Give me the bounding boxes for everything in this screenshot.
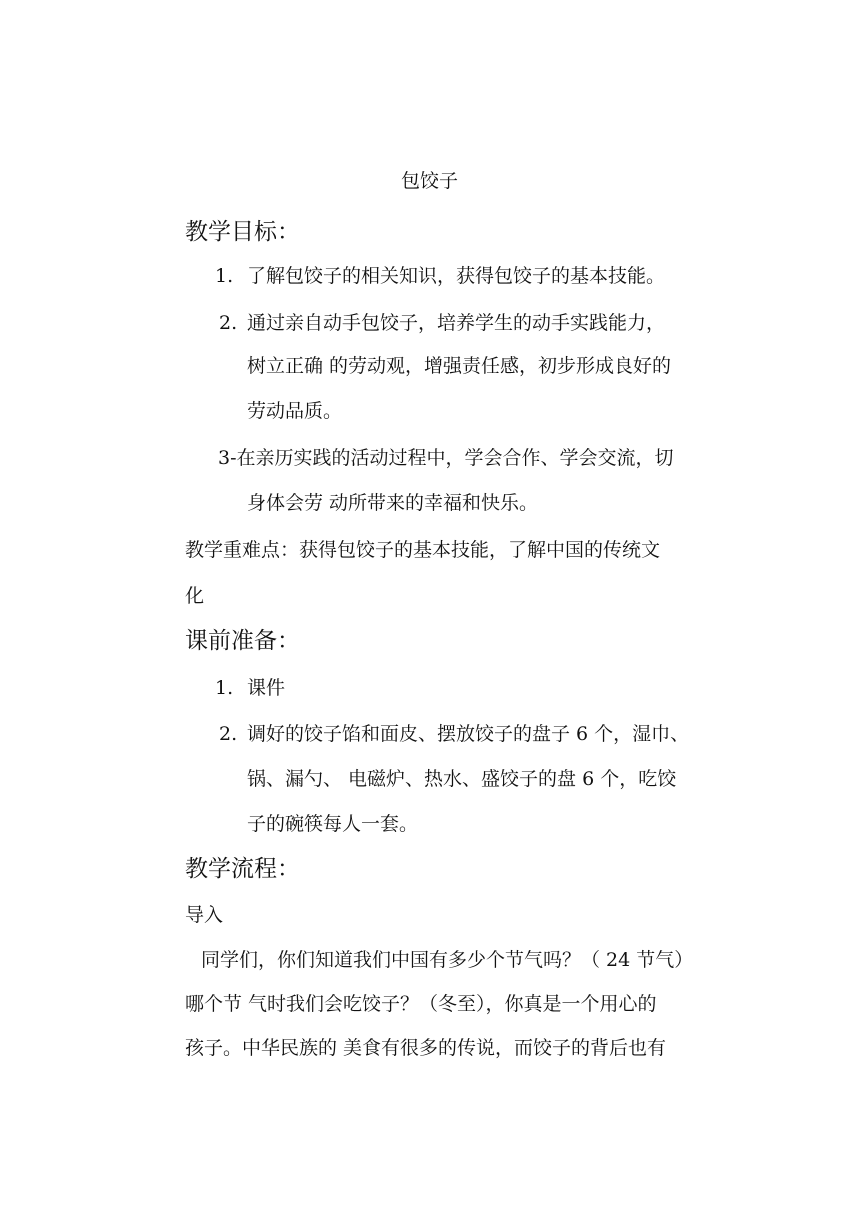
preparation-item-1 <box>215 676 285 700</box>
list-item-text: 课件 <box>247 677 286 699</box>
list-item-text: 了解包饺子的相关知识，获得包饺子的基本技能。 <box>247 265 666 287</box>
process-heading: 教学流程： <box>185 856 300 882</box>
intro-paragraph-line-1: 同学们，你们知道我们中国有多少个节气吗？（ 24 节气） <box>201 949 694 971</box>
objective-item-2-line-3: 劳动品质。 <box>247 400 343 422</box>
page-title: 包饺子 <box>401 170 459 192</box>
list-item-text: 通过亲自动手包饺子，培养学生的动手实践能力， <box>247 312 666 334</box>
objective-item-3: 3-在亲历实践的活动过程中，学会合作、学会交流，切 <box>218 447 674 469</box>
list-item-text: 调好的饺子馅和面皮、摆放饺子的盘子 6 个，湿巾、 <box>247 723 690 745</box>
preparation-item-2-line-3: 子的碗筷每人一套。 <box>247 813 419 835</box>
objective-item-1 <box>215 264 665 288</box>
preparation-item-2 <box>219 722 689 746</box>
list-number: 1. <box>215 265 234 287</box>
list-number: 2. <box>219 312 238 334</box>
preparation-heading: 课前准备： <box>185 628 300 654</box>
list-number: 2. <box>219 723 238 745</box>
key-points-line-2: 化 <box>185 585 205 607</box>
objective-item-2-line-2: 树立正确 的劳动观，增强责任感，初步形成良好的 <box>247 355 672 377</box>
list-number: 1. <box>215 677 234 699</box>
intro-label: 导入 <box>185 904 224 926</box>
objectives-heading: 教学目标： <box>185 219 300 245</box>
preparation-item-2-line-2: 锅、漏勺、 电磁炉、热水、盛饺子的盘 6 个，吃饺 <box>247 768 677 790</box>
objective-item-3-line-2: 身体会劳 动所带来的幸福和快乐。 <box>247 492 539 514</box>
intro-paragraph-line-3: 孩子。中华民族的 美食有很多的传说，而饺子的背后也有 <box>185 1037 667 1059</box>
key-points: 教学重难点：获得包饺子的基本技能，了解中国的传统文 <box>185 539 661 561</box>
objective-item-2 <box>219 311 665 335</box>
intro-paragraph-line-2: 哪个节 气时我们会吃饺子？（冬至），你真是一个用心的 <box>185 993 657 1015</box>
